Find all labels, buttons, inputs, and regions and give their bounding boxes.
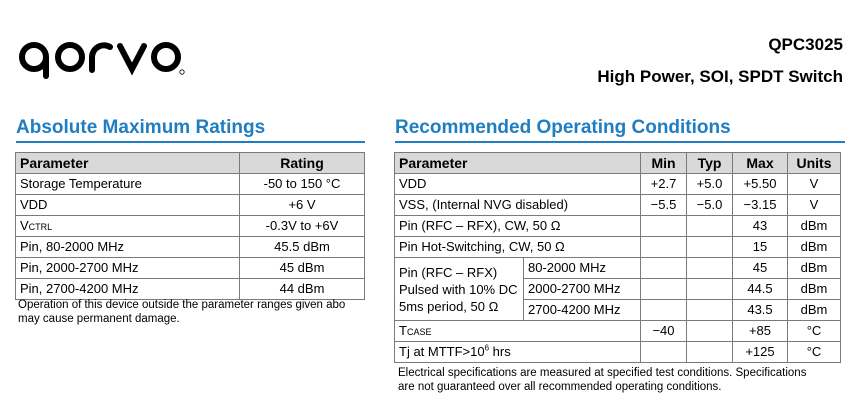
col-min: Min bbox=[641, 153, 687, 174]
min-cell: −5.5 bbox=[641, 195, 687, 216]
table-row bbox=[16, 258, 365, 279]
col-parameter: Parameter bbox=[395, 153, 641, 174]
param-subscript: CTRL bbox=[28, 221, 53, 232]
typ-cell bbox=[687, 342, 733, 363]
max-cell: 45 bbox=[733, 258, 788, 279]
max-cell: +5.50 bbox=[733, 174, 788, 195]
table-header-row bbox=[16, 153, 365, 174]
abs-max-table bbox=[15, 152, 365, 300]
param-pre: Tj at MTTF>10 bbox=[399, 344, 485, 359]
max-cell: +85 bbox=[733, 321, 788, 342]
qorvo-logo bbox=[16, 40, 188, 82]
rating-cell: 45.5 dBm bbox=[240, 237, 365, 258]
min-cell bbox=[641, 258, 687, 279]
part-number: QPC3025 bbox=[768, 35, 843, 54]
pulsed-label-line1: Pin (RFC – RFX) bbox=[399, 264, 498, 280]
min-cell bbox=[641, 279, 687, 300]
param-cell bbox=[16, 216, 240, 237]
rec-op-rule bbox=[395, 141, 845, 143]
param-cell: VDD bbox=[16, 195, 240, 216]
param-cell: Pin, 80-2000 MHz bbox=[16, 237, 240, 258]
pulsed-param-cell bbox=[395, 258, 524, 321]
col-max: Max bbox=[733, 153, 788, 174]
typ-cell: +5.0 bbox=[687, 174, 733, 195]
param-subscript: CASE bbox=[406, 326, 432, 337]
min-cell bbox=[641, 237, 687, 258]
table-row bbox=[395, 237, 841, 258]
table-row bbox=[16, 216, 365, 237]
band-cell: 2700-4200 MHz bbox=[524, 300, 641, 321]
param-cell: Pin, 2700-4200 MHz bbox=[16, 279, 240, 300]
max-cell: 15 bbox=[733, 237, 788, 258]
typ-cell bbox=[687, 300, 733, 321]
col-units: Units bbox=[788, 153, 841, 174]
param-cell bbox=[395, 342, 641, 363]
table-row bbox=[16, 237, 365, 258]
table-row bbox=[395, 195, 841, 216]
table-row bbox=[16, 195, 365, 216]
param-cell: VSS, (Internal NVG disabled) bbox=[395, 195, 641, 216]
max-cell: 43.5 bbox=[733, 300, 788, 321]
param-cell: Storage Temperature bbox=[16, 174, 240, 195]
abs-max-rule bbox=[16, 141, 365, 143]
param-cell: VDD bbox=[395, 174, 641, 195]
rec-op-title: Recommended Operating Conditions bbox=[395, 117, 731, 138]
units-cell: dBm bbox=[788, 279, 841, 300]
rating-cell: -0.3V to +6V bbox=[240, 216, 365, 237]
table-row bbox=[395, 174, 841, 195]
table-header-row bbox=[395, 153, 841, 174]
units-cell: °C bbox=[788, 321, 841, 342]
typ-cell bbox=[687, 216, 733, 237]
typ-cell bbox=[687, 258, 733, 279]
pulsed-label-line2: Pulsed with 10% DC bbox=[399, 281, 518, 297]
band-cell: 80-2000 MHz bbox=[524, 258, 641, 279]
band-cell: 2000-2700 MHz bbox=[524, 279, 641, 300]
units-cell: V bbox=[788, 174, 841, 195]
rating-cell: 45 dBm bbox=[240, 258, 365, 279]
table-row bbox=[395, 258, 841, 279]
param-cell bbox=[395, 321, 641, 342]
param-post: hrs bbox=[489, 344, 511, 359]
param-main: V bbox=[20, 217, 29, 233]
units-cell: dBm bbox=[788, 237, 841, 258]
units-cell: V bbox=[788, 195, 841, 216]
rating-cell: -50 to 150 °C bbox=[240, 174, 365, 195]
rating-cell: +6 V bbox=[240, 195, 365, 216]
col-rating: Rating bbox=[240, 153, 365, 174]
table-row bbox=[395, 321, 841, 342]
min-cell bbox=[641, 216, 687, 237]
param-cell: Pin, 2000-2700 MHz bbox=[16, 258, 240, 279]
table-row bbox=[395, 342, 841, 363]
param-cell: Pin Hot-Switching, CW, 50 Ω bbox=[395, 237, 641, 258]
rec-op-note-line2: are not guaranteed over all recommended operating conditions. bbox=[398, 381, 722, 393]
abs-max-note-line2: may cause permanent damage. bbox=[18, 313, 180, 325]
typ-cell bbox=[687, 321, 733, 342]
pulsed-label-line3: 5ms period, 50 Ω bbox=[399, 298, 499, 314]
rating-cell: 44 dBm bbox=[240, 279, 365, 300]
document-subtitle: High Power, SOI, SPDT Switch bbox=[597, 67, 843, 86]
col-parameter: Parameter bbox=[16, 153, 240, 174]
typ-cell bbox=[687, 237, 733, 258]
typ-cell bbox=[687, 279, 733, 300]
min-cell bbox=[641, 300, 687, 321]
param-cell: Pin (RFC – RFX), CW, 50 Ω bbox=[395, 216, 641, 237]
min-cell: −40 bbox=[641, 321, 687, 342]
table-row bbox=[16, 279, 365, 300]
min-cell: +2.7 bbox=[641, 174, 687, 195]
col-typ: Typ bbox=[687, 153, 733, 174]
rec-op-note-line1: Electrical specifications are measured at specified test conditions. Specifications bbox=[398, 367, 807, 379]
min-cell bbox=[641, 342, 687, 363]
max-cell: +125 bbox=[733, 342, 788, 363]
units-cell: dBm bbox=[788, 300, 841, 321]
rec-op-note bbox=[398, 366, 848, 394]
abs-max-title: Absolute Maximum Ratings bbox=[16, 117, 266, 138]
max-cell: 44.5 bbox=[733, 279, 788, 300]
max-cell: 43 bbox=[733, 216, 788, 237]
max-cell: −3.15 bbox=[733, 195, 788, 216]
abs-max-note-line1: Operation of this device outside the parameter ranges given abo bbox=[18, 299, 346, 311]
table-row bbox=[16, 174, 365, 195]
param-main: T bbox=[399, 322, 407, 338]
units-cell: dBm bbox=[788, 258, 841, 279]
param-superscript: 6 bbox=[484, 343, 490, 353]
units-cell: °C bbox=[788, 342, 841, 363]
units-cell: dBm bbox=[788, 216, 841, 237]
abs-max-note bbox=[18, 298, 363, 326]
typ-cell: −5.0 bbox=[687, 195, 733, 216]
rec-op-table bbox=[394, 152, 841, 363]
table-row bbox=[395, 216, 841, 237]
